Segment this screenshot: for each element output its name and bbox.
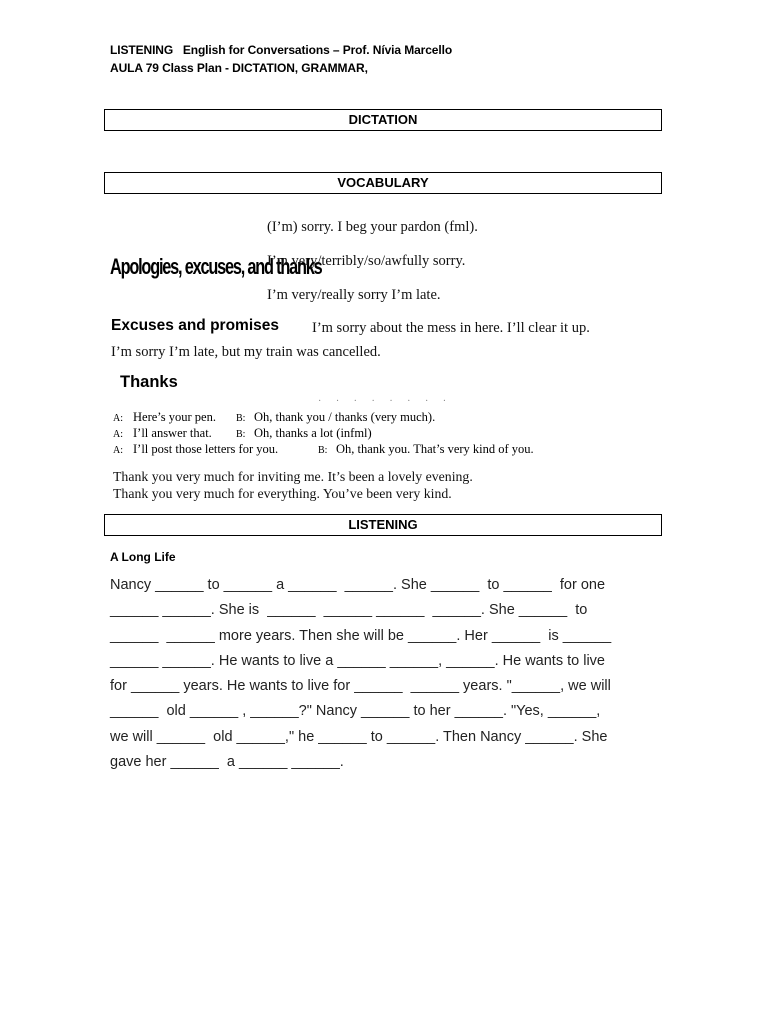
excuses-title: Excuses and promises <box>111 317 279 334</box>
dialogue-row-1 <box>113 410 436 425</box>
speaker-b-text: Oh, thank you / thanks (very much). <box>254 410 436 424</box>
story-line: gave her ______ a ______ ______. <box>110 754 344 771</box>
excuses-line-2: I’m sorry I’m late, but my train was cancelled. <box>111 344 381 360</box>
story-line: for ______ years. He wants to live for ______ ______ years. "______, we will <box>110 678 611 695</box>
story-line: ______ ______. He wants to live a ______ ______, ______. He wants to live <box>110 652 605 669</box>
speaker-b-tag: B: <box>236 429 246 440</box>
excuses-line-1: I’m sorry about the mess in here. I’ll clear it up. <box>312 320 590 336</box>
document-header-line1 <box>110 43 452 57</box>
thanks-line-2: Thank you very much for everything. You’ve been very kind. <box>113 486 452 501</box>
apologies-line-2: I’m very/terribly/so/awfully sorry. <box>267 253 466 269</box>
section-box-listening: LISTENING <box>104 514 662 536</box>
speaker-b-tag: B: <box>236 413 246 424</box>
apologies-title: Apologies, excuses, and thanks <box>110 254 322 279</box>
speaker-b-text: Oh, thanks a lot (infml) <box>254 426 372 440</box>
story-line: ______ old ______ , ______?" Nancy ______ to her ______. "Yes, ______, <box>110 703 601 720</box>
apologies-line-3: I’m very/really sorry I’m late. <box>267 287 441 303</box>
story-line: ______ ______. She is ______ ______ ______ ______. She ______ to <box>110 602 588 619</box>
story-line: ______ ______ more years. Then she will be ______. Her ______ is ______ <box>110 627 612 644</box>
thanks-title: Thanks <box>120 373 178 391</box>
story-line: Nancy ______ to ______ a ______ ______. She ______ to ______ for one <box>110 577 606 593</box>
faded-marks: · · · · · · · · <box>318 396 453 407</box>
section-box-vocabulary: VOCABULARY <box>104 172 662 194</box>
speaker-a-tag: A: <box>113 445 123 456</box>
section-box-dictation: DICTATION <box>104 109 662 131</box>
speaker-a-text: I’ll post those letters for you. <box>133 442 279 456</box>
thanks-line-1: Thank you very much for inviting me. It’s been a lovely evening. <box>113 469 473 484</box>
header-course: English for Conversations – Prof. Nívia Marcello <box>182 43 453 57</box>
speaker-b-tag: B: <box>318 445 328 456</box>
speaker-b-text: Oh, thank you. That’s very kind of you. <box>336 442 534 456</box>
speaker-a-tag: A: <box>113 413 123 424</box>
story-gap-fill <box>110 573 670 775</box>
story-title: A Long Life <box>110 550 176 564</box>
speaker-a-text: I’ll answer that. <box>133 426 212 440</box>
story-line: we will ______ old ______," he ______ to ______. Then Nancy ______. She <box>110 728 608 745</box>
dialogue-row-2 <box>113 426 372 441</box>
dialogue-row-3 <box>113 442 534 457</box>
apologies-line-1: (I’m) sorry. I beg your pardon (fml). <box>267 219 478 235</box>
header-listening: LISTENING <box>110 43 174 57</box>
document-header-line2: AULA 79 Class Plan - DICTATION, GRAMMAR, <box>110 61 368 75</box>
speaker-a-text: Here’s your pen. <box>133 410 216 424</box>
speaker-a-tag: A: <box>113 429 123 440</box>
